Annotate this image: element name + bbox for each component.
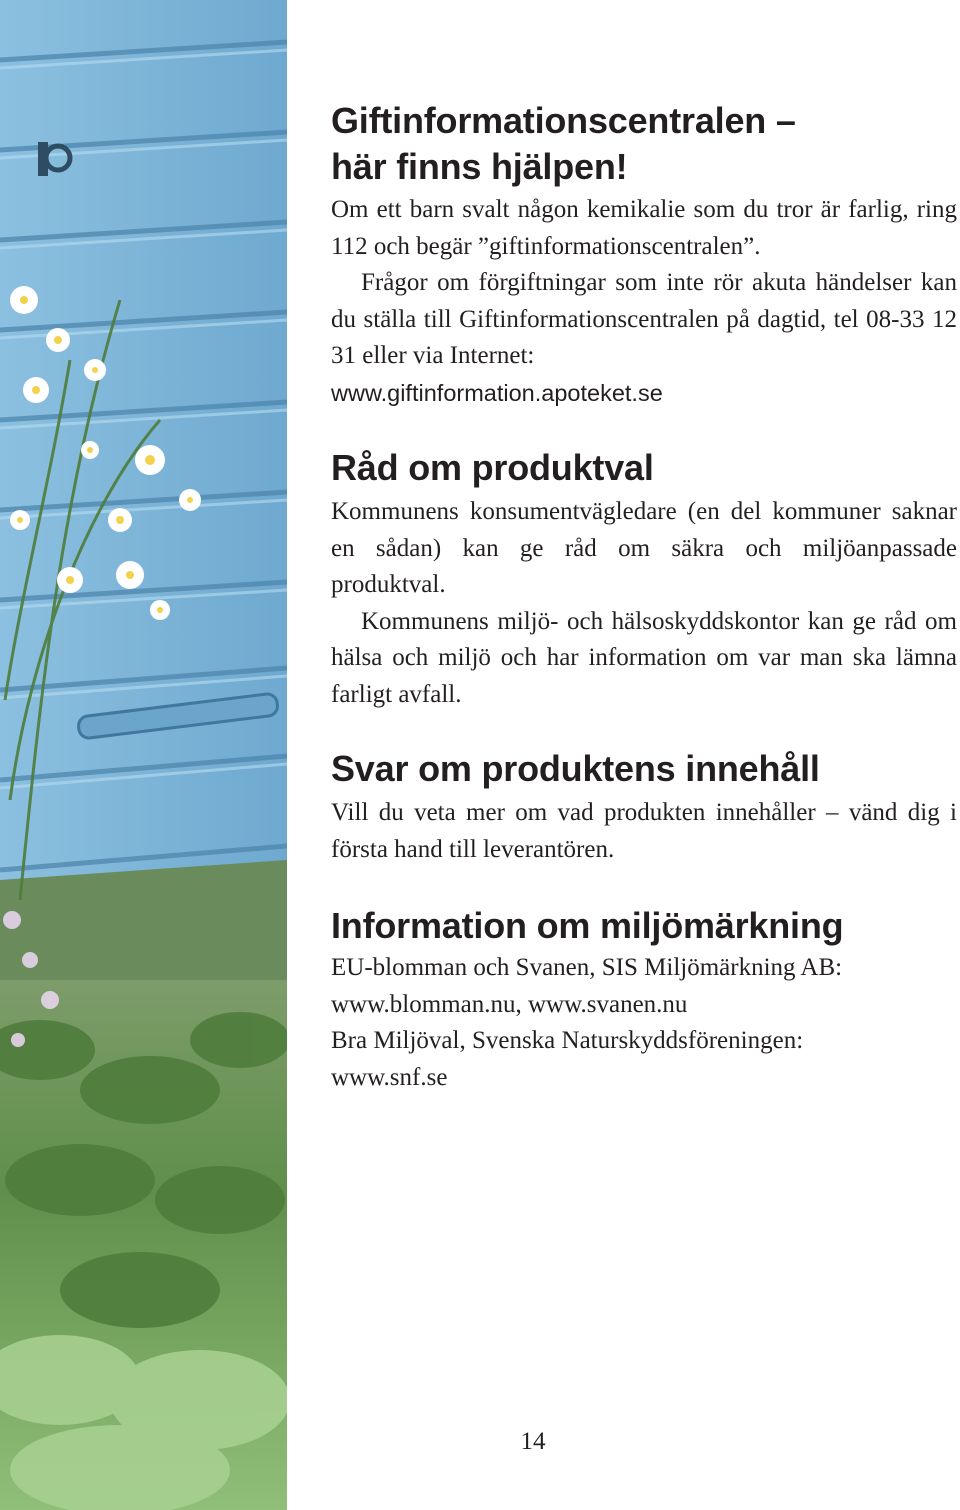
section-heading <box>331 98 957 190</box>
main-content <box>331 98 957 1096</box>
section-poison-info <box>331 98 957 411</box>
paragraph: Vill du veta mer om vad produkten innehåller – vänd dig i första hand till leverantören. <box>331 799 957 863</box>
section-product-advice <box>331 445 957 713</box>
text-line: EU-blomman och Svanen, SIS Miljömärkning AB: <box>331 954 843 981</box>
text-line: www.snf.se <box>331 1063 448 1091</box>
shed-garden-illustration <box>0 0 287 1510</box>
paragraph: Kommunens konsumentvägledare (en del kommuner saknar en sådan) kan ge råd om säkra och miljöanpassade produktval. <box>331 498 957 598</box>
section-product-contents <box>331 746 957 868</box>
section-heading: Svar om produktens innehåll <box>331 748 820 789</box>
paragraph: Kommunens miljö- och hälsoskyddskontor kan ge råd om hälsa och miljö och har information om var man ska lämna farligt avfall. <box>331 607 957 708</box>
heading-line: här finns hjälpen! <box>331 146 628 187</box>
section-heading: Råd om produktval <box>331 447 654 488</box>
text-line: www.blomman.nu, www.svanen.nu <box>331 990 688 1018</box>
web-address: www.giftinformation.apoteket.se <box>331 379 663 406</box>
heading-line: Giftinformationscentralen – <box>331 100 796 141</box>
section-heading: Information om miljömärkning <box>331 905 844 946</box>
paragraph: Frågor om förgiftningar som inte rör akuta händelser kan du ställa till Giftinformationscentralen på dagtid, tel 08-33 12 31 eller via Internet: <box>331 269 957 369</box>
paragraph: Om ett barn svalt någon kemikalie som du tror är farlig, ring 112 och begär ”giftinformationscentralen”. <box>331 196 957 260</box>
section-eco-labelling <box>331 903 957 1096</box>
decorative-photo <box>0 0 287 1510</box>
page-number: 14 <box>520 1428 546 1455</box>
text-line: Bra Miljöval, Svenska Naturskyddsföreningen: <box>331 1027 804 1054</box>
